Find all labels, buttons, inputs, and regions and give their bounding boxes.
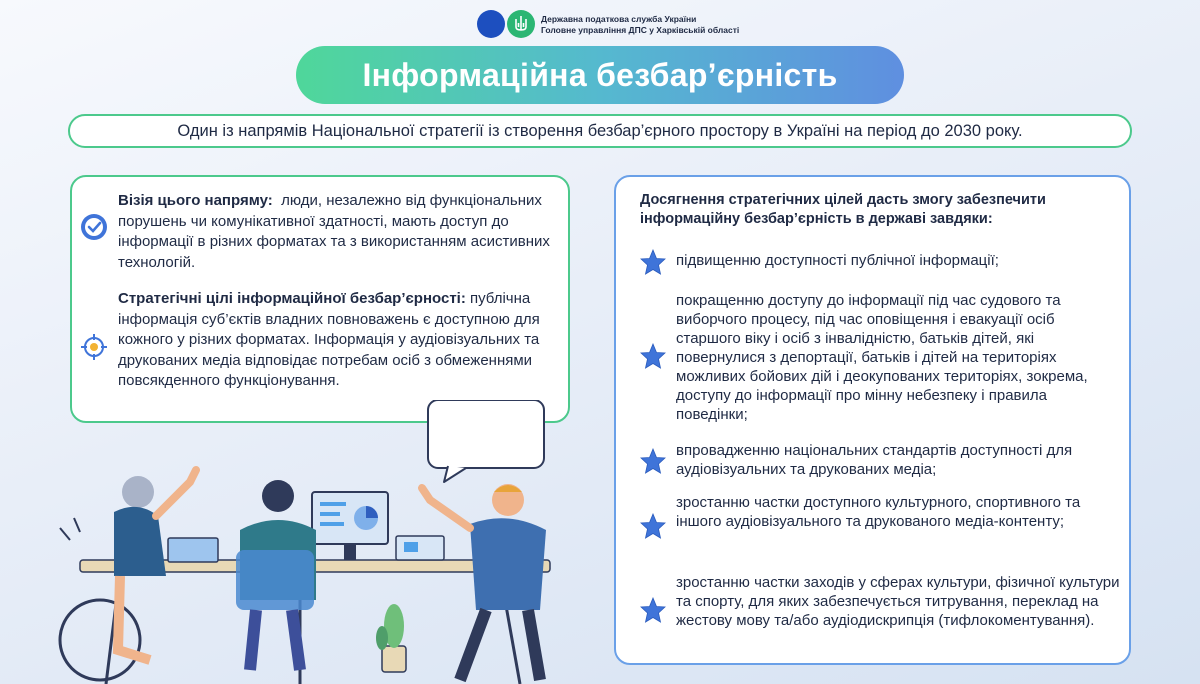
person-back-figure xyxy=(236,480,316,670)
header-line-1: Державна податкова служба України xyxy=(541,14,697,24)
person-wheelchair-figure xyxy=(60,470,196,680)
goals-text: публічна інформація суб’єктів владних повноважень є доступною для кожного у різних форматах. Інформація у аудіовізуальних та друкованих медіа відповідає потребам осіб з обмеженнями повсякденного функціонування. xyxy=(118,290,540,389)
check-circle-icon xyxy=(80,213,108,241)
achievements-card xyxy=(614,175,1131,665)
laptop-icon xyxy=(168,538,218,562)
achievement-item-3: впровадженню національних стандартів доступності для аудіовізуальних та друкованих медіа; xyxy=(676,442,1073,478)
team-illustration xyxy=(0,400,600,684)
vision-paragraph xyxy=(118,191,558,273)
achievement-item-1: підвищенню доступності публічної інформації; xyxy=(676,252,999,269)
star-icon xyxy=(640,249,666,275)
monitor-chart-icon xyxy=(312,492,388,560)
achievement-item-5: зростанню частки заходів у сферах культури, фізичної культури та спорту, для яких забезпечується титрування, переклад на жестову мову та/або аудіодискрипція (тифлокоментування). xyxy=(676,574,1120,629)
subtitle-banner: Один із напрямів Національної стратегії із створення безбар’єрного простору в Україні на період до 2030 року. xyxy=(68,114,1132,148)
achievement-item-4: зростанню частки доступного культурного, спортивного та іншого аудіовізуального та друкованого медіа-контенту; xyxy=(676,494,1081,530)
trident-emblem-icon xyxy=(507,10,535,38)
person-gesturing-figure xyxy=(422,484,546,680)
plant-icon xyxy=(376,604,406,672)
star-icon xyxy=(640,513,666,539)
speech-bubble-icon xyxy=(428,400,544,482)
header-logo-block xyxy=(477,8,740,42)
vision-text: люди, незалежно від функціональних порушень чи комунікативної здатності, мають доступ до інформації в різних форматах та з використанням асистивних технологій. xyxy=(118,192,550,271)
header-line-2: Головне управління ДПС у Харківській області xyxy=(541,25,740,35)
vision-label: Візія цього напряму: xyxy=(118,192,273,209)
laptop-icon xyxy=(396,536,444,560)
goals-paragraph xyxy=(118,289,558,392)
vision-goals-card xyxy=(70,175,570,423)
goals-label: Стратегічні цілі інформаційної безбар’єрності: xyxy=(118,290,466,307)
star-icon xyxy=(640,343,666,369)
target-icon xyxy=(80,333,108,361)
achievements-intro: Досягнення стратегічних цілей дасть змогу забезпечити інформаційну безбар’єрність в державі завдяки: xyxy=(640,192,1046,227)
header-organization-text xyxy=(541,14,739,36)
achievement-item-2: покращенню доступу до інформації під час судового та виборчого процесу, під час оповіщення і евакуації осіб старшого віку і осіб з інвалідністю, батьків дітей, які повернулися з депортації, батьків і дітей на територіях можливих бойових дій і деокупованих територіях, зокрема, доступу до інформації про мінну небезпеку і правила поведінки; xyxy=(676,292,1088,423)
page-title: Інформаційна безбар’єрність xyxy=(296,46,904,104)
star-icon xyxy=(640,597,666,623)
tax-service-logo-icon xyxy=(477,10,505,38)
star-icon xyxy=(640,448,666,474)
